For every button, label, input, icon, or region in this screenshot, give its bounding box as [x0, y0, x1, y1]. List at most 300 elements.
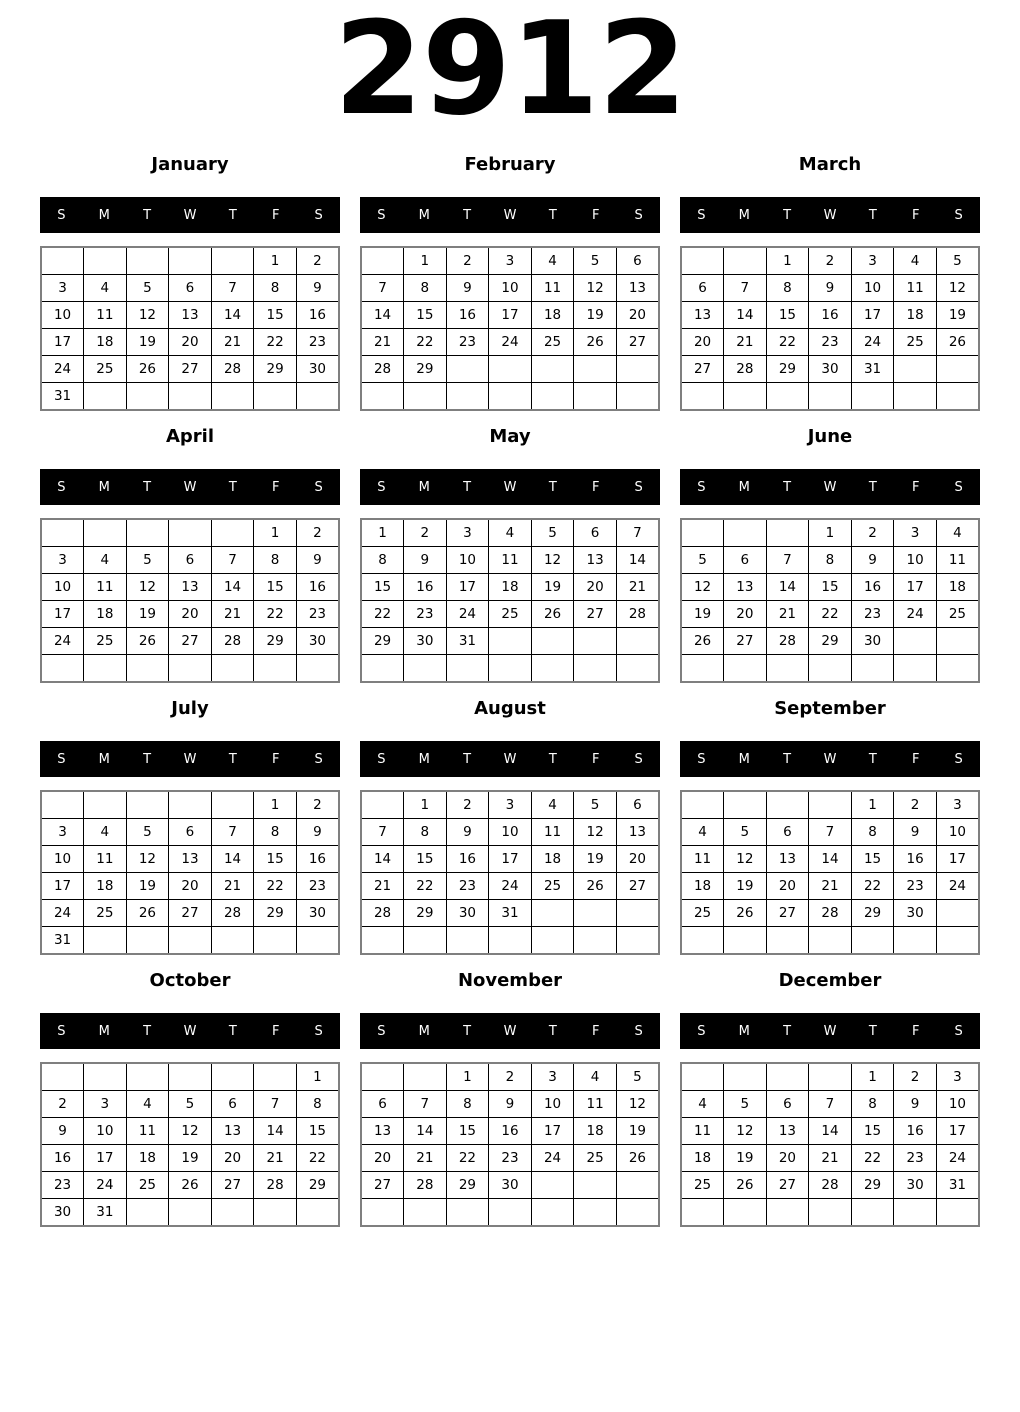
day-cell: 14: [361, 302, 404, 329]
week-row: [681, 819, 979, 846]
empty-day-cell: [681, 247, 724, 275]
weekday-label: T: [783, 751, 792, 767]
day-cell: 20: [766, 873, 809, 900]
day-cell: 5: [574, 791, 617, 819]
day-cell: 22: [809, 601, 852, 628]
day-cell: 27: [169, 900, 212, 927]
week-row: [41, 547, 339, 574]
day-cell: 14: [211, 846, 254, 873]
month-title: January: [151, 154, 229, 175]
day-cell: 27: [169, 628, 212, 655]
day-cell: 11: [681, 1118, 724, 1145]
months-grid: [0, 154, 1020, 1227]
empty-day-cell: [361, 1063, 404, 1091]
week-row: [361, 247, 659, 275]
empty-day-cell: [296, 655, 339, 683]
weekday-label: W: [183, 1023, 197, 1039]
day-cell: 10: [489, 819, 532, 846]
day-cell: 6: [169, 547, 212, 574]
day-cell: 16: [41, 1145, 84, 1172]
day-cell: 23: [296, 601, 339, 628]
day-cell: 20: [766, 1145, 809, 1172]
day-cell: 25: [531, 329, 574, 356]
day-cell: 1: [254, 247, 297, 275]
week-row: [41, 574, 339, 601]
empty-day-cell: [211, 247, 254, 275]
day-cell: 2: [41, 1091, 84, 1118]
day-cell: 22: [446, 1145, 489, 1172]
day-cell: 18: [681, 873, 724, 900]
weekday-label: W: [503, 207, 517, 223]
day-cell: 13: [766, 1118, 809, 1145]
day-cell: 24: [41, 628, 84, 655]
empty-day-cell: [211, 1063, 254, 1091]
empty-day-cell: [211, 927, 254, 955]
day-cell: 25: [681, 900, 724, 927]
day-cell: 28: [404, 1172, 447, 1199]
empty-day-cell: [404, 927, 447, 955]
day-cell: 10: [41, 302, 84, 329]
day-cell: 23: [296, 873, 339, 900]
weekday-label: W: [183, 479, 197, 495]
day-cell: 28: [809, 1172, 852, 1199]
day-cell: 6: [169, 275, 212, 302]
week-row: [681, 1091, 979, 1118]
day-cell: 2: [296, 519, 339, 547]
empty-day-cell: [41, 655, 84, 683]
weekday-label: S: [697, 751, 706, 767]
weekday-label: M: [418, 751, 430, 767]
weekday-label: M: [418, 207, 430, 223]
month-november: [360, 970, 660, 1227]
day-cell: 3: [489, 791, 532, 819]
empty-day-cell: [211, 519, 254, 547]
empty-day-cell: [296, 383, 339, 411]
day-cell: 11: [84, 302, 127, 329]
weekday-header-row: [680, 1013, 980, 1049]
month-september: [680, 698, 980, 955]
empty-day-cell: [211, 383, 254, 411]
day-cell: 13: [574, 547, 617, 574]
empty-day-cell: [809, 791, 852, 819]
day-cell: 1: [296, 1063, 339, 1091]
empty-day-cell: [211, 791, 254, 819]
weekday-label: S: [697, 1023, 706, 1039]
week-row: [41, 927, 339, 955]
day-cell: 20: [211, 1145, 254, 1172]
week-row: [681, 846, 979, 873]
week-row: [361, 1172, 659, 1199]
week-row: [361, 519, 659, 547]
empty-day-cell: [936, 628, 979, 655]
week-row: [41, 275, 339, 302]
month-august: [360, 698, 660, 955]
weekday-label: T: [228, 751, 237, 767]
week-row: [41, 791, 339, 819]
day-cell: 29: [361, 628, 404, 655]
day-cell: 21: [361, 873, 404, 900]
day-cell: 6: [169, 819, 212, 846]
weekday-label: M: [418, 479, 430, 495]
day-cell: 18: [489, 574, 532, 601]
day-cell: 27: [211, 1172, 254, 1199]
week-row: [681, 547, 979, 574]
weekday-label: T: [143, 1023, 152, 1039]
empty-day-cell: [489, 1199, 532, 1227]
day-cell: 27: [574, 601, 617, 628]
empty-day-cell: [254, 655, 297, 683]
weekday-label: T: [143, 751, 152, 767]
month-april: [40, 426, 340, 683]
day-cell: 1: [404, 791, 447, 819]
month-grid: [40, 518, 340, 683]
week-row: [41, 1172, 339, 1199]
day-cell: 6: [616, 791, 659, 819]
day-cell: 3: [84, 1091, 127, 1118]
day-cell: 15: [296, 1118, 339, 1145]
empty-day-cell: [41, 1063, 84, 1091]
day-cell: 15: [446, 1118, 489, 1145]
day-cell: 18: [84, 329, 127, 356]
day-cell: 16: [296, 574, 339, 601]
day-cell: 25: [84, 356, 127, 383]
day-cell: 8: [254, 275, 297, 302]
day-cell: 15: [254, 846, 297, 873]
day-cell: 22: [296, 1145, 339, 1172]
empty-day-cell: [404, 655, 447, 683]
day-cell: 4: [574, 1063, 617, 1091]
empty-day-cell: [724, 1199, 767, 1227]
empty-day-cell: [616, 383, 659, 411]
day-cell: 17: [84, 1145, 127, 1172]
day-cell: 3: [531, 1063, 574, 1091]
weekday-label: T: [868, 1023, 877, 1039]
day-cell: 18: [894, 302, 937, 329]
week-row: [361, 383, 659, 411]
day-cell: 14: [211, 302, 254, 329]
weekday-label: S: [697, 479, 706, 495]
day-cell: 17: [41, 329, 84, 356]
empty-day-cell: [724, 927, 767, 955]
weekday-label: T: [548, 751, 557, 767]
week-row: [361, 601, 659, 628]
day-cell: 4: [489, 519, 532, 547]
day-cell: 15: [766, 302, 809, 329]
day-cell: 30: [296, 900, 339, 927]
empty-day-cell: [616, 1199, 659, 1227]
empty-day-cell: [531, 383, 574, 411]
month-february: [360, 154, 660, 411]
day-cell: 16: [446, 846, 489, 873]
week-row: [41, 1199, 339, 1227]
empty-day-cell: [681, 927, 724, 955]
day-cell: 27: [361, 1172, 404, 1199]
day-cell: 24: [489, 329, 532, 356]
empty-day-cell: [574, 1172, 617, 1199]
day-cell: 19: [681, 601, 724, 628]
weekday-label: F: [271, 479, 280, 495]
day-cell: 2: [296, 247, 339, 275]
day-cell: 12: [724, 1118, 767, 1145]
empty-day-cell: [84, 1063, 127, 1091]
day-cell: 5: [126, 819, 169, 846]
weekday-header-row: [40, 1013, 340, 1049]
empty-day-cell: [296, 927, 339, 955]
empty-day-cell: [84, 247, 127, 275]
empty-day-cell: [936, 356, 979, 383]
week-row: [681, 574, 979, 601]
day-cell: 7: [254, 1091, 297, 1118]
day-cell: 21: [361, 329, 404, 356]
empty-day-cell: [616, 927, 659, 955]
weekday-label: S: [57, 751, 66, 767]
weekday-label: S: [57, 479, 66, 495]
weekday-label: S: [697, 207, 706, 223]
day-cell: 11: [531, 819, 574, 846]
weekday-label: F: [911, 479, 920, 495]
day-cell: 22: [254, 873, 297, 900]
day-cell: 29: [254, 628, 297, 655]
empty-day-cell: [936, 655, 979, 683]
empty-day-cell: [681, 383, 724, 411]
empty-day-cell: [531, 356, 574, 383]
day-cell: 31: [41, 927, 84, 955]
empty-day-cell: [531, 655, 574, 683]
week-row: [41, 329, 339, 356]
empty-day-cell: [766, 655, 809, 683]
day-cell: 21: [211, 329, 254, 356]
week-row: [681, 628, 979, 655]
day-cell: 18: [84, 873, 127, 900]
day-cell: 25: [936, 601, 979, 628]
day-cell: 1: [851, 1063, 894, 1091]
weekday-label: F: [271, 207, 280, 223]
day-cell: 25: [126, 1172, 169, 1199]
empty-day-cell: [361, 247, 404, 275]
empty-day-cell: [361, 1199, 404, 1227]
month-title: December: [778, 970, 882, 991]
day-cell: 3: [41, 819, 84, 846]
day-cell: 16: [296, 302, 339, 329]
empty-day-cell: [126, 927, 169, 955]
weekday-label: F: [591, 479, 600, 495]
empty-day-cell: [574, 1199, 617, 1227]
day-cell: 23: [809, 329, 852, 356]
week-row: [681, 302, 979, 329]
day-cell: 15: [254, 302, 297, 329]
weekday-label: F: [911, 751, 920, 767]
week-row: [681, 1199, 979, 1227]
week-row: [41, 655, 339, 683]
day-cell: 10: [936, 819, 979, 846]
day-cell: 9: [446, 819, 489, 846]
day-cell: 30: [296, 628, 339, 655]
day-cell: 27: [616, 329, 659, 356]
empty-day-cell: [851, 383, 894, 411]
day-cell: 20: [681, 329, 724, 356]
month-june: [680, 426, 980, 683]
day-cell: 16: [894, 1118, 937, 1145]
day-cell: 15: [404, 846, 447, 873]
week-row: [681, 1145, 979, 1172]
day-cell: 15: [361, 574, 404, 601]
day-cell: 17: [489, 302, 532, 329]
day-cell: 9: [809, 275, 852, 302]
day-cell: 21: [766, 601, 809, 628]
empty-day-cell: [126, 1063, 169, 1091]
week-row: [41, 601, 339, 628]
day-cell: 9: [296, 275, 339, 302]
day-cell: 8: [766, 275, 809, 302]
day-cell: 26: [724, 1172, 767, 1199]
empty-day-cell: [361, 655, 404, 683]
week-row: [681, 356, 979, 383]
day-cell: 2: [809, 247, 852, 275]
week-row: [681, 329, 979, 356]
weekday-label: T: [463, 751, 472, 767]
day-cell: 24: [936, 873, 979, 900]
week-row: [41, 1118, 339, 1145]
week-row: [361, 819, 659, 846]
empty-day-cell: [41, 791, 84, 819]
empty-day-cell: [681, 791, 724, 819]
empty-day-cell: [724, 519, 767, 547]
month-title: February: [464, 154, 556, 175]
day-cell: 21: [809, 1145, 852, 1172]
day-cell: 26: [936, 329, 979, 356]
day-cell: 22: [851, 1145, 894, 1172]
empty-day-cell: [169, 791, 212, 819]
month-grid: [680, 1062, 980, 1227]
month-january: [40, 154, 340, 411]
day-cell: 5: [936, 247, 979, 275]
empty-day-cell: [574, 383, 617, 411]
day-cell: 28: [211, 356, 254, 383]
day-cell: 2: [296, 791, 339, 819]
empty-day-cell: [169, 1199, 212, 1227]
empty-day-cell: [766, 791, 809, 819]
weekday-label: W: [823, 207, 837, 223]
weekday-header-row: [680, 741, 980, 777]
day-cell: 21: [724, 329, 767, 356]
day-cell: 14: [404, 1118, 447, 1145]
empty-day-cell: [616, 655, 659, 683]
day-cell: 19: [936, 302, 979, 329]
day-cell: 5: [574, 247, 617, 275]
day-cell: 29: [766, 356, 809, 383]
weekday-label: T: [783, 1023, 792, 1039]
weekday-label: M: [738, 479, 750, 495]
day-cell: 8: [254, 547, 297, 574]
empty-day-cell: [724, 1063, 767, 1091]
day-cell: 31: [489, 900, 532, 927]
weekday-label: M: [98, 751, 110, 767]
day-cell: 18: [531, 846, 574, 873]
day-cell: 24: [851, 329, 894, 356]
weekday-label: M: [738, 207, 750, 223]
day-cell: 12: [574, 275, 617, 302]
empty-day-cell: [489, 383, 532, 411]
month-grid: [40, 1062, 340, 1227]
week-row: [361, 873, 659, 900]
month-grid: [40, 246, 340, 411]
week-row: [361, 302, 659, 329]
day-cell: 7: [361, 819, 404, 846]
day-cell: 7: [616, 519, 659, 547]
day-cell: 19: [724, 1145, 767, 1172]
day-cell: 3: [41, 275, 84, 302]
empty-day-cell: [894, 356, 937, 383]
day-cell: 10: [851, 275, 894, 302]
empty-day-cell: [489, 927, 532, 955]
day-cell: 24: [41, 900, 84, 927]
month-title: March: [798, 154, 862, 175]
empty-day-cell: [169, 519, 212, 547]
day-cell: 13: [169, 302, 212, 329]
week-row: [681, 383, 979, 411]
empty-day-cell: [766, 1063, 809, 1091]
day-cell: 17: [41, 601, 84, 628]
weekday-label: T: [463, 207, 472, 223]
day-cell: 2: [446, 247, 489, 275]
day-cell: 29: [851, 1172, 894, 1199]
day-cell: 30: [489, 1172, 532, 1199]
day-cell: 4: [84, 275, 127, 302]
day-cell: 8: [404, 819, 447, 846]
day-cell: 14: [809, 1118, 852, 1145]
empty-day-cell: [681, 519, 724, 547]
empty-day-cell: [84, 383, 127, 411]
day-cell: 19: [126, 329, 169, 356]
month-grid: [360, 1062, 660, 1227]
week-row: [361, 275, 659, 302]
empty-day-cell: [681, 1063, 724, 1091]
week-row: [681, 900, 979, 927]
day-cell: 29: [851, 900, 894, 927]
empty-day-cell: [936, 900, 979, 927]
weekday-label: W: [823, 1023, 837, 1039]
empty-day-cell: [126, 247, 169, 275]
day-cell: 20: [574, 574, 617, 601]
empty-day-cell: [574, 628, 617, 655]
empty-day-cell: [404, 1063, 447, 1091]
weekday-label: T: [783, 207, 792, 223]
empty-day-cell: [574, 356, 617, 383]
week-row: [361, 1199, 659, 1227]
empty-day-cell: [126, 1199, 169, 1227]
day-cell: 29: [296, 1172, 339, 1199]
day-cell: 22: [404, 873, 447, 900]
day-cell: 3: [446, 519, 489, 547]
day-cell: 18: [531, 302, 574, 329]
weekday-label: T: [143, 479, 152, 495]
weekday-label: T: [548, 207, 557, 223]
day-cell: 9: [489, 1091, 532, 1118]
empty-day-cell: [894, 1199, 937, 1227]
day-cell: 22: [766, 329, 809, 356]
day-cell: 1: [254, 519, 297, 547]
weekday-label: W: [823, 479, 837, 495]
day-cell: 9: [446, 275, 489, 302]
day-cell: 15: [851, 1118, 894, 1145]
day-cell: 25: [574, 1145, 617, 1172]
weekday-label: M: [418, 1023, 430, 1039]
empty-day-cell: [894, 383, 937, 411]
day-cell: 27: [616, 873, 659, 900]
empty-day-cell: [84, 791, 127, 819]
day-cell: 11: [126, 1118, 169, 1145]
day-cell: 12: [616, 1091, 659, 1118]
